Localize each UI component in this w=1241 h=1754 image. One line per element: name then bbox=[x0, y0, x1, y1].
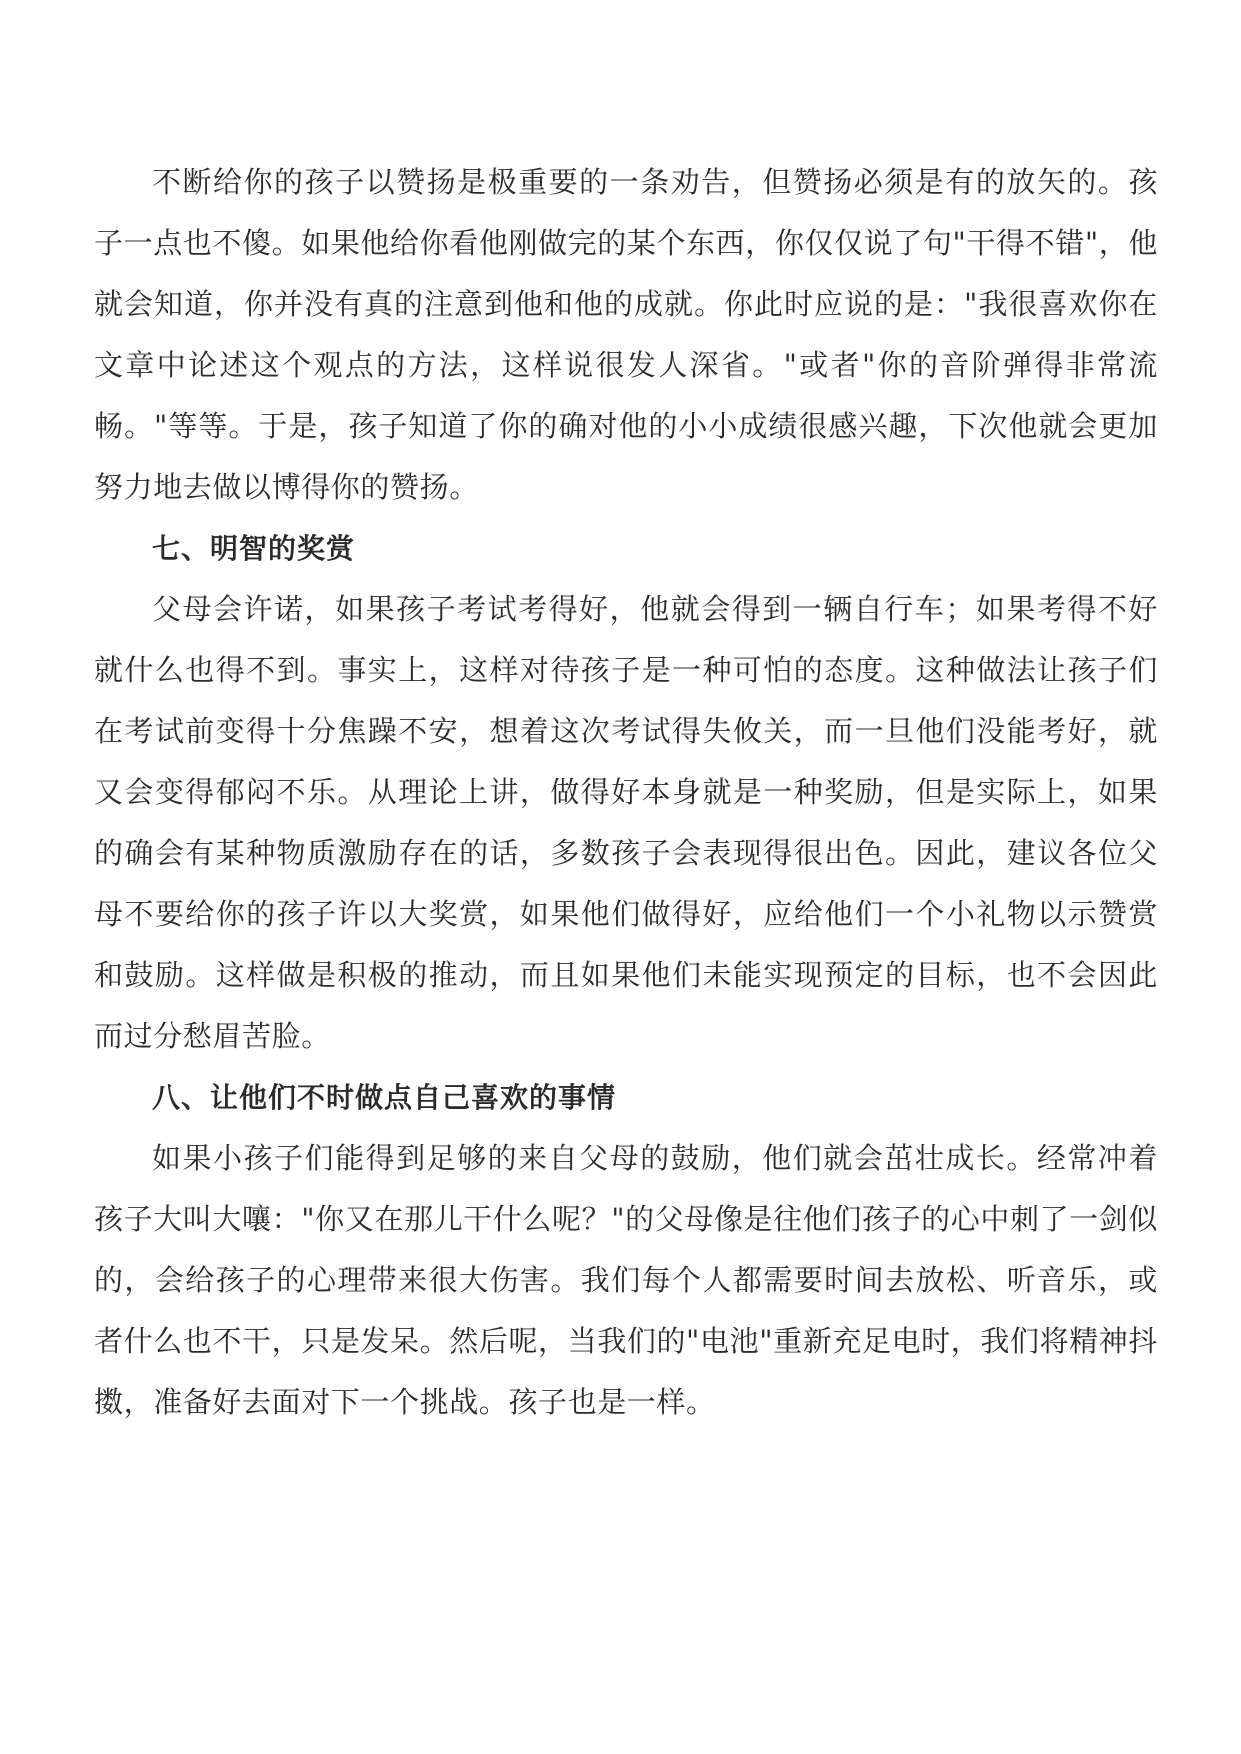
praise-paragraph: 不断给你的孩子以赞扬是极重要的一条劝告，但赞扬必须是有的放矢的。孩子一点也不傻。如果他给你看他刚做完的某个东西，你仅仅说了句"干得不错"，他就会知道，你并没有真的注意到他和他的成就。你此时应说的是："我很喜欢你在文章中论述这个观点的方法，这样说很发人深省。"或者"你的音阶弹得非常流畅。"等等。于是，孩子知道了你的确对他的小小成绩很感兴趣，下次他就会更加努力地去做以博得你的赞扬。 bbox=[94, 165, 1158, 504]
document-body bbox=[94, 152, 1158, 1433]
free-time-paragraph: 如果小孩子们能得到足够的来自父母的鼓励，他们就会茁壮成长。经常冲着孩子大叫大嚷："你又在那儿干什么呢？"的父母像是往他们孩子的心中刺了一剑似的，会给孩子的心理带来很大伤害。我们每个人都需要时间去放松、听音乐，或者什么也不干，只是发呆。然后呢，当我们的"电池"重新充足电时，我们将精神抖擞，准备好去面对下一个挑战。孩子也是一样。 bbox=[94, 1141, 1158, 1419]
rewards-paragraph: 父母会许诺，如果孩子考试考得好，他就会得到一辆自行车；如果考得不好就什么也得不到。事实上，这样对待孩子是一种可怕的态度。这种做法让孩子们在考试前变得十分焦躁不安，想着这次考试得失攸关，而一旦他们没能考好，就又会变得郁闷不乐。从理论上讲，做得好本身就是一种奖励，但是实际上，如果的确会有某种物质激励存在的话，多数孩子会表现得很出色。因此，建议各位父母不要给你的孩子许以大奖赏，如果他们做得好，应给他们一个小礼物以示赞赏和鼓励。这样做是积极的推动，而且如果他们未能实现预定的目标，也不会因此而过分愁眉苦脸。 bbox=[94, 592, 1158, 1053]
section-heading-wise-rewards: 七、明智的奖赏 bbox=[152, 532, 356, 565]
section-heading-free-time: 八、让他们不时做点自己喜欢的事情 bbox=[152, 1081, 617, 1114]
